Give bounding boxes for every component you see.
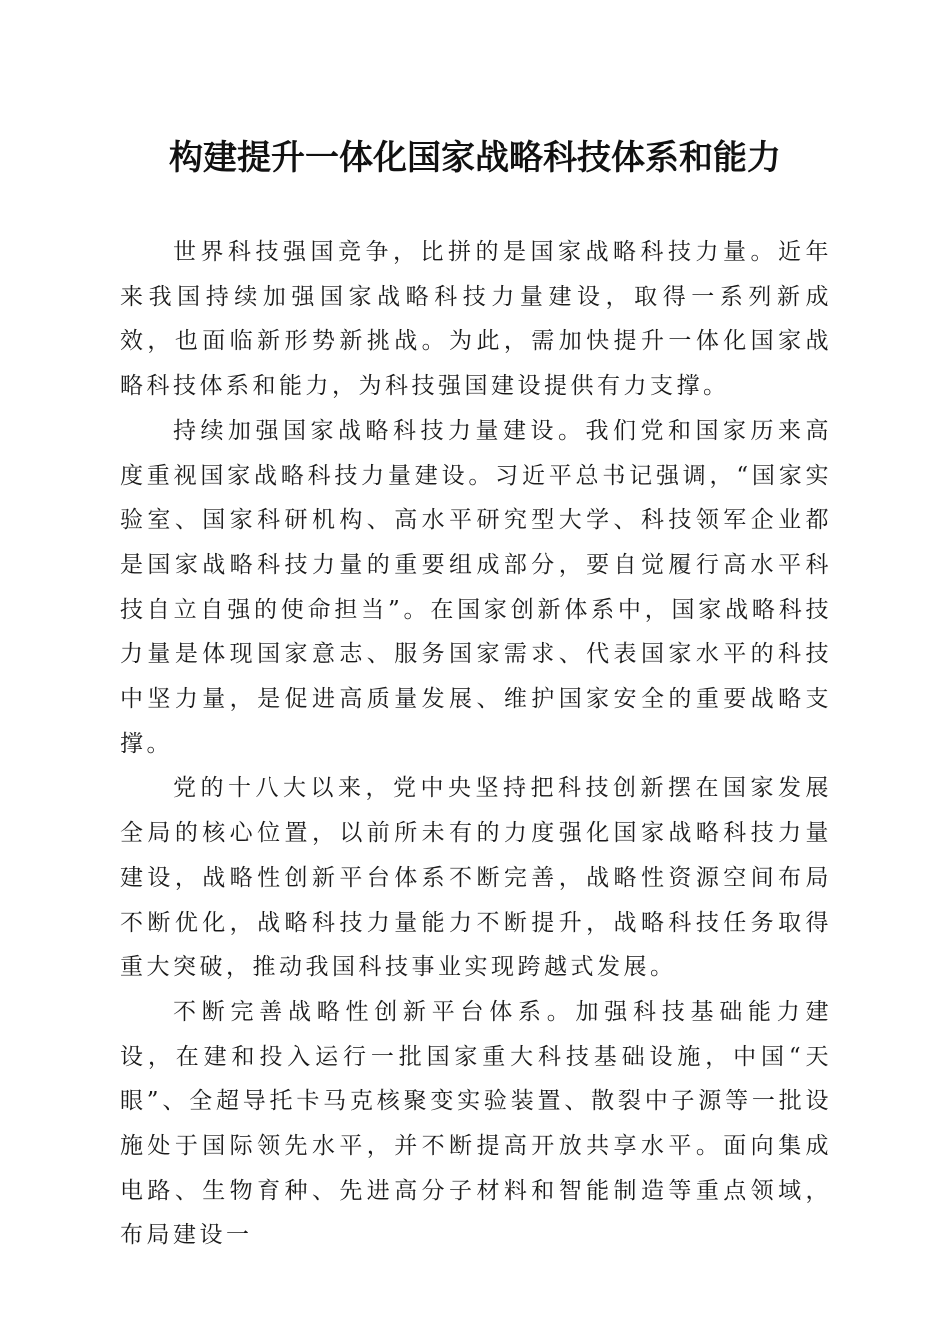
document-body — [120, 230, 832, 1258]
paragraph-strengthen-forces: 持续加强国家战略科技力量建设。我们党和国家历来高度重视国家战略科技力量建设。习近平总书记强调，“国家实验室、国家科研机构、高水平研究型大学、科技领军企业都是国家战略科技力量的重要组成部分，要自觉履行高水平科技自立自强的使命担当”。在国家创新体系中，国家战略科技力量是体现国家意志、服务国家需求、代表国家水平的科技中坚力量，是促进高质量发展、维护国家安全的重要战略支撑。 — [120, 417, 832, 757]
paragraph-since-18th-congress: 党的十八大以来，党中央坚持把科技创新摆在国家发展全局的核心位置，以前所未有的力度强化国家战略科技力量建设，战略性创新平台体系不断完善，战略性资源空间布局不断优化，战略科技力量能力不断提升，战略科技任务取得重大突破，推动我国科技事业实现跨越式发展。 — [120, 775, 832, 981]
paragraph-innovation-platforms: 不断完善战略性创新平台体系。加强科技基础能力建设，在建和投入运行一批国家重大科技基础设施，中国“天眼”、全超导托卡马克核聚变实验装置、散裂中子源等一批设施处于国际领先水平，并不断提高开放共享水平。面向集成电路、生物育种、先进高分子材料和智能制造等重点领域，布局建设一 — [120, 998, 832, 1249]
paragraph-intro: 世界科技强国竞争，比拼的是国家战略科技力量。近年来我国持续加强国家战略科技力量建设，取得一系列新成效，也面临新形势新挑战。为此，需加快提升一体化国家战略科技体系和能力，为科技强国建设提供有力支撑。 — [120, 239, 832, 400]
document-title: 构建提升一体化国家战略科技体系和能力 — [169, 138, 781, 178]
